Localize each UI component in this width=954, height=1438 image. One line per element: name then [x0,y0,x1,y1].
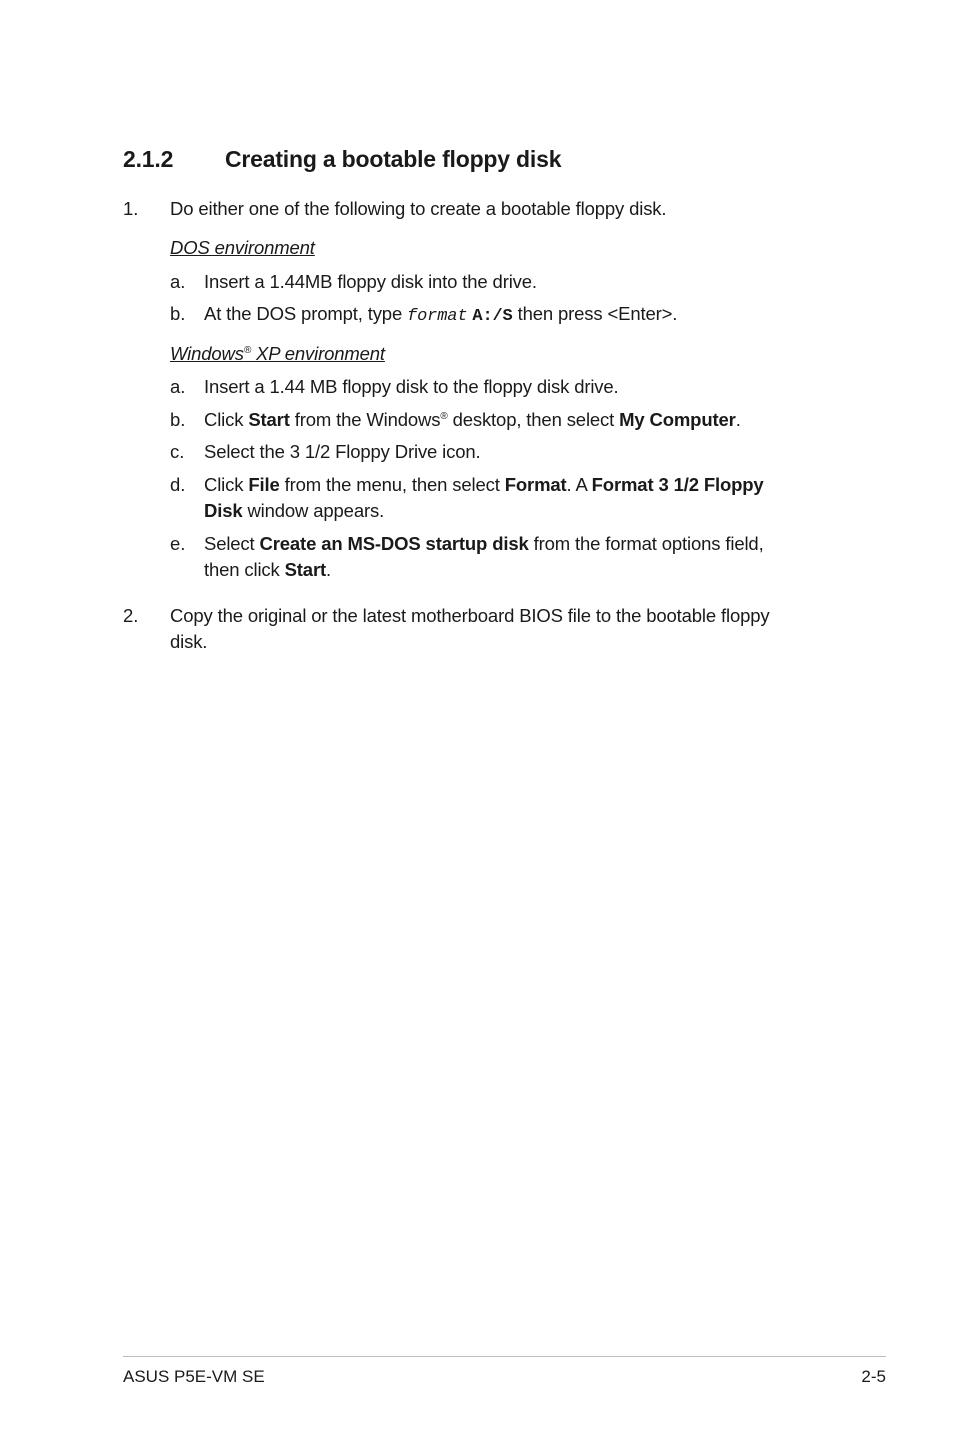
win-step-a-marker: a. [170,376,186,397]
section-heading [123,146,561,173]
win-step-b-marker: b. [170,409,186,430]
win-step-e-line1 [204,531,764,557]
section-number: 2.1.2 [123,146,174,172]
windows-heading-pre: Windows [170,343,244,364]
win-d-t4: window appears. [242,500,385,521]
win-e-start: Start [284,559,327,580]
win-d-disk: Disk [204,500,243,521]
step-1-text: Do either one of the following to create a bootable floppy disk. [170,198,667,219]
dos-step-b-text [204,301,677,330]
dos-step-b-post: then press <Enter>. [512,303,678,324]
win-step-a-text: Insert a 1.44 MB floppy disk to the floppy disk drive. [204,376,619,397]
registered-mark: ® [243,345,252,356]
dos-step-a-marker: a. [170,271,186,292]
step-2-line2: disk. [170,631,208,652]
win-step-d-line2 [204,498,384,524]
win-d-t1: Click [204,474,249,495]
win-d-file: File [248,474,280,495]
win-step-e-marker: e. [170,533,186,554]
win-e-t1: Select [204,533,260,554]
win-d-format: Format [504,474,567,495]
dos-environment-heading: DOS environment [170,237,315,258]
win-e-t2: from the format options field, [528,533,764,554]
win-b-t3: desktop, then select [447,409,620,430]
win-d-window-name: Format 3 1/2 Floppy [591,474,764,495]
win-step-c-text: Select the 3 1/2 Floppy Drive icon. [204,441,481,462]
footer-page-number: 2-5 [861,1367,886,1386]
win-b-start: Start [248,409,290,430]
step-2-line1: Copy the original or the latest motherboard BIOS file to the bootable floppy [170,605,770,626]
win-step-c-marker: c. [170,441,185,462]
registered-mark: ® [440,411,448,422]
format-command: format [407,307,468,326]
format-argument: A:/S [472,307,513,326]
win-step-d-marker: d. [170,474,186,495]
win-d-t3: . A [566,474,592,495]
win-d-t2: from the menu, then select [279,474,505,495]
win-e-t4: . [326,559,332,580]
section-title: Creating a bootable floppy disk [225,146,562,172]
win-step-d-line1 [204,472,764,498]
footer-product-name: ASUS P5E-VM SE [123,1367,265,1386]
win-step-b-text [204,407,741,433]
step-1-marker: 1. [123,198,139,219]
footer-rule [123,1356,886,1357]
win-b-t2: from the Windows [289,409,441,430]
win-b-t1: Click [204,409,249,430]
dos-step-a-text: Insert a 1.44MB floppy disk into the drive. [204,271,537,292]
win-e-t3: then click [204,559,285,580]
win-step-e-line2 [204,557,331,583]
dos-step-b-pre: At the DOS prompt, type [204,303,408,324]
win-b-t4: . [735,409,741,430]
windows-heading-post: XP environment [251,343,385,364]
win-b-my-computer: My Computer [619,409,736,430]
windows-environment-heading [170,341,385,367]
win-e-option: Create an MS-DOS startup disk [259,533,529,554]
step-2-marker: 2. [123,605,139,626]
dos-step-b-marker: b. [170,303,186,324]
